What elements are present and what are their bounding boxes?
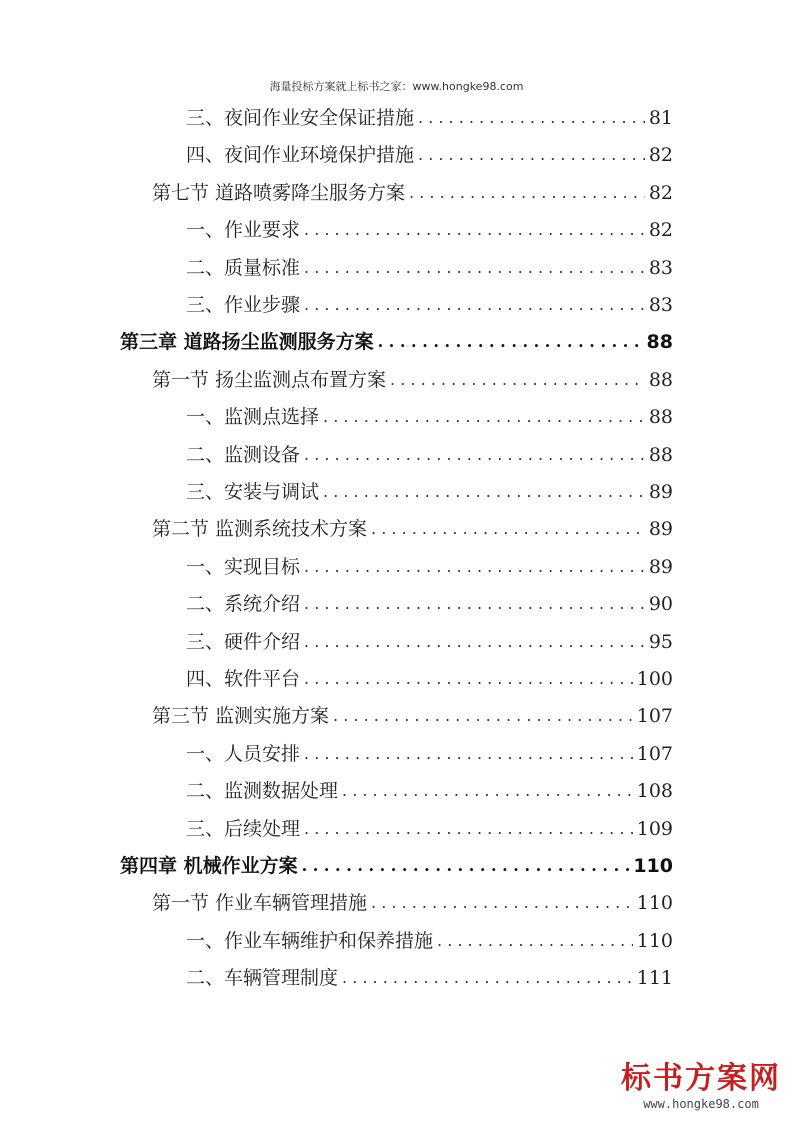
toc-page-number: 100 [636,668,673,690]
toc-section-row[interactable] [152,885,673,915]
toc-item-row[interactable] [186,212,673,242]
toc-entry-title: 三、硬件介绍 [186,630,301,653]
toc-dot-leader [304,555,645,579]
toc-dot-leader [304,817,633,841]
toc-chapter-row[interactable] [120,848,673,878]
toc-entry-title: 二、监测设备 [186,443,301,466]
toc-entry-title: 一、人员安排 [186,742,301,765]
toc-dot-leader [304,742,633,766]
toc-item-row[interactable] [186,549,673,579]
page-header: 海量投标方案就上标书之家：www.hongke98.com [269,80,524,93]
toc-page-number: 83 [648,294,673,316]
toc-page-number: 82 [648,219,673,242]
toc-item-row[interactable] [186,586,673,616]
toc-page-number: 83 [648,256,673,279]
toc-entry-title: 第七节 道路喷雾降尘服务方案 [152,181,406,204]
toc-dot-leader [304,443,645,467]
toc-page-number: 82 [648,144,673,167]
toc-item-row[interactable] [186,923,673,953]
toc-dot-leader [378,330,643,354]
toc-item-row[interactable] [186,736,673,766]
toc-section-row[interactable] [152,175,673,205]
toc-entry-title: 第三节 监测实施方案 [152,705,330,728]
toc-dot-leader [437,929,633,953]
toc-dot-leader [304,256,645,280]
toc-section-row[interactable] [152,511,673,541]
watermark-url: www.hongke98.com [643,1097,759,1111]
toc-dot-leader [323,405,645,429]
toc-dot-leader [342,966,633,990]
toc-item-row[interactable] [186,960,673,990]
toc-item-row[interactable] [186,287,673,317]
toc-dot-leader [323,480,645,504]
toc-item-row[interactable] [186,811,673,841]
toc-page-number: 88 [646,331,673,354]
watermark-logo [621,1062,781,1112]
toc-item-row[interactable] [186,250,673,280]
toc-entry-title: 第四章 机械作业方案 [120,855,298,877]
toc-entry-title: 二、质量标准 [186,256,301,279]
toc-entry-title: 一、实现目标 [186,555,301,578]
toc-dot-leader [390,368,645,392]
toc-page-number: 81 [648,107,673,129]
toc-page-number: 88 [648,443,673,466]
toc-dot-leader [304,592,645,616]
toc-dot-leader [333,704,633,728]
toc-entry-title: 二、系统介绍 [186,593,301,616]
toc-dot-leader [409,181,645,205]
toc-entry-title: 三、作业步骤 [186,294,301,316]
toc-item-row[interactable] [186,399,673,429]
toc-item-row[interactable] [186,661,673,691]
toc-chapter-row[interactable] [120,324,673,354]
toc-entry-title: 三、后续处理 [186,817,301,840]
toc-entry-title: 一、监测点选择 [186,406,320,429]
toc-section-row[interactable] [152,362,673,392]
toc-item-row[interactable] [186,624,673,654]
toc-item-row[interactable] [186,773,673,803]
toc-item-row[interactable] [186,137,673,167]
toc-entry-title: 一、作业要求 [186,219,301,242]
toc-entry-title: 四、软件平台 [186,668,301,690]
toc-entry-title: 二、车辆管理制度 [186,967,339,990]
toc-page-number: 110 [633,855,673,877]
toc-section-row[interactable] [152,698,673,728]
toc-page-number: 89 [648,555,673,578]
toc-entry-title: 四、夜间作业环境保护措施 [186,144,415,167]
toc-page-number: 90 [648,593,673,616]
toc-page-number: 95 [648,630,673,653]
toc-entry-title: 三、安装与调试 [186,481,320,503]
toc-page-number: 111 [636,967,673,990]
toc-entry-title: 第三章 道路扬尘监测服务方案 [120,331,374,354]
toc-entry-title: 二、监测数据处理 [186,780,339,803]
toc-page-number: 109 [636,817,673,840]
toc-entry-title: 一、作业车辆维护和保养措施 [186,929,434,952]
toc-page-number: 89 [648,481,673,503]
toc-entry-title: 第二节 监测系统技术方案 [152,518,368,541]
toc-dot-leader [371,891,633,915]
toc-page-number: 108 [636,780,673,803]
toc-item-row[interactable] [186,474,673,504]
toc-page-number: 89 [648,518,673,541]
toc-page-number: 82 [648,181,673,204]
watermark-title: 标书方案网 [621,1061,781,1096]
toc-page-number: 88 [648,368,673,391]
toc-page-number: 88 [648,406,673,429]
toc-dot-leader [302,854,630,878]
toc-item-row[interactable] [186,100,673,130]
toc-dot-leader [304,218,645,242]
toc-page-number: 107 [636,742,673,765]
toc-dot-leader [418,143,645,167]
toc-entry-title: 第一节 扬尘监测点布置方案 [152,368,387,391]
toc-dot-leader [304,630,645,654]
toc-item-row[interactable] [186,437,673,467]
toc-dot-leader [304,667,633,691]
toc-entry-title: 三、夜间作业安全保证措施 [186,107,415,129]
toc-page-number: 107 [636,705,673,728]
toc-dot-leader [371,517,645,541]
toc-dot-leader [418,106,645,130]
toc-entry-title: 第一节 作业车辆管理措施 [152,892,368,915]
toc-page-number: 110 [636,929,673,952]
toc-dot-leader [342,779,633,803]
toc-page-number: 110 [636,892,673,915]
toc-dot-leader [304,293,645,317]
